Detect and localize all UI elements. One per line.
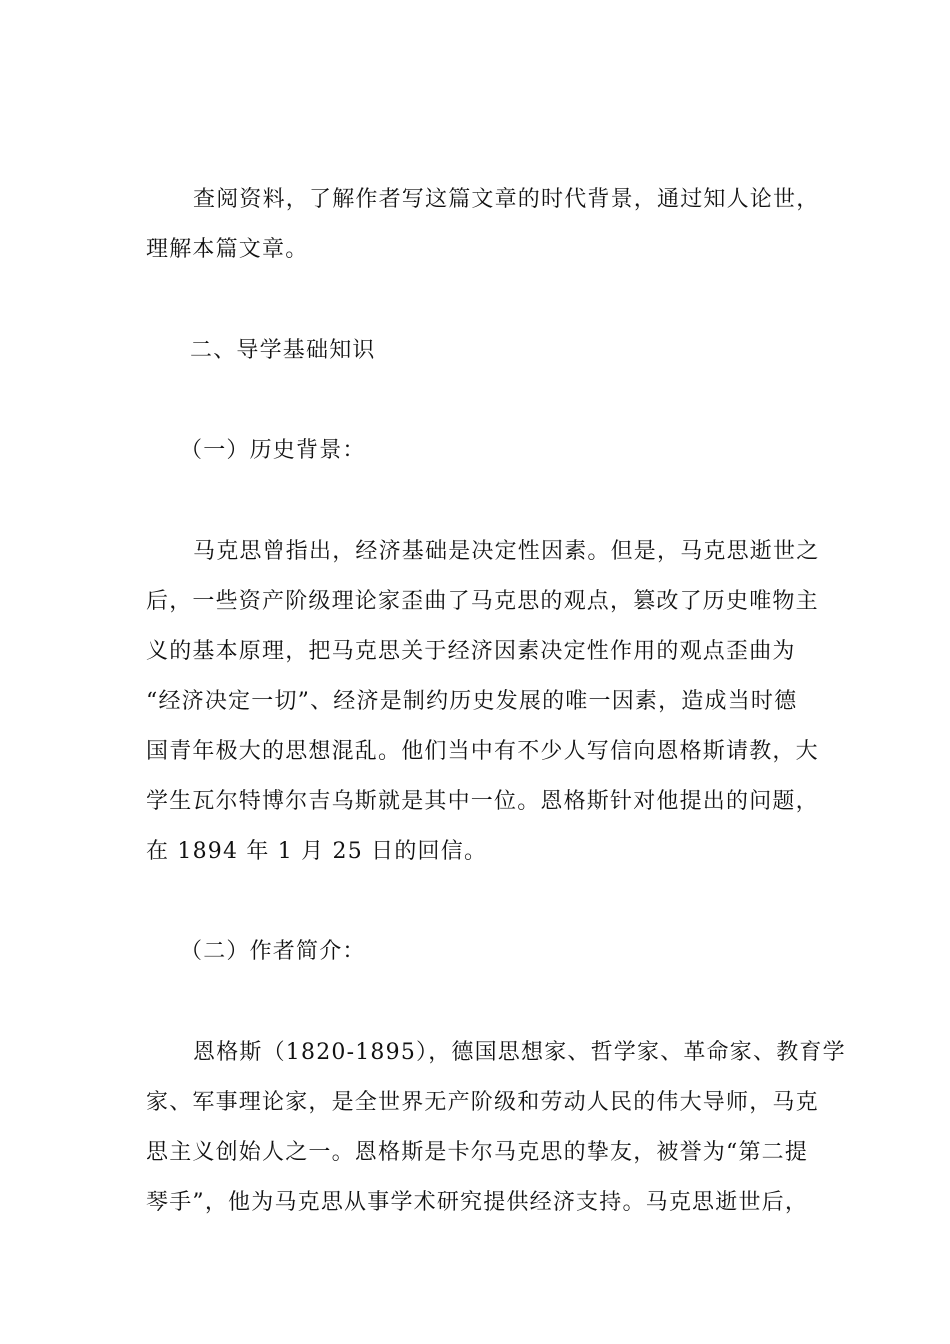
paragraph-2-line-7: 在 1894 年 1 月 25 日的回信。 (146, 839, 488, 864)
paragraph-2-line-4: “经济决定一切”、经济是制约历史发展的唯一因素，造成当时德 (146, 689, 798, 714)
paragraph-2-line-1: 马克思曾指出，经济基础是决定性因素。但是，马克思逝世之 (193, 539, 820, 564)
paragraph-2-line-6: 学生瓦尔特博尔吉乌斯就是其中一位。恩格斯针对他提出的问题， (146, 789, 819, 814)
subheading-history: （一）历史背景： (180, 438, 366, 463)
paragraph-3-line-4: 琴手”，他为马克思从事学术研究提供经济支持。马克思逝世后， (146, 1190, 809, 1215)
paragraph-1-line-2: 理解本篇文章。 (146, 237, 309, 262)
paragraph-3-line-3: 思主义创始人之一。恩格斯是卡尔马克思的挚友，被誉为“第二提 (146, 1140, 809, 1165)
paragraph-1-line-1: 查阅资料，了解作者写这篇文章的时代背景，通过知人论世， (193, 187, 820, 212)
paragraph-2-line-5: 国青年极大的思想混乱。他们当中有不少人写信向恩格斯请教，大 (146, 739, 819, 764)
paragraph-2-line-2: 后，一些资产阶级理论家歪曲了马克思的观点，篡改了历史唯物主 (146, 589, 819, 614)
section-heading: 二、导学基础知识 (190, 338, 376, 363)
paragraph-2-line-3: 义的基本原理，把马克思关于经济因素决定性作用的观点歪曲为 (146, 639, 796, 664)
paragraph-3-line-2: 家、军事理论家，是全世界无产阶级和劳动人民的伟大导师，马克 (146, 1090, 819, 1115)
subheading-author: （二）作者简介： (180, 939, 366, 964)
paragraph-3-line-1: 恩格斯（1820-1895），德国思想家、哲学家、革命家、教育学 (193, 1040, 846, 1065)
